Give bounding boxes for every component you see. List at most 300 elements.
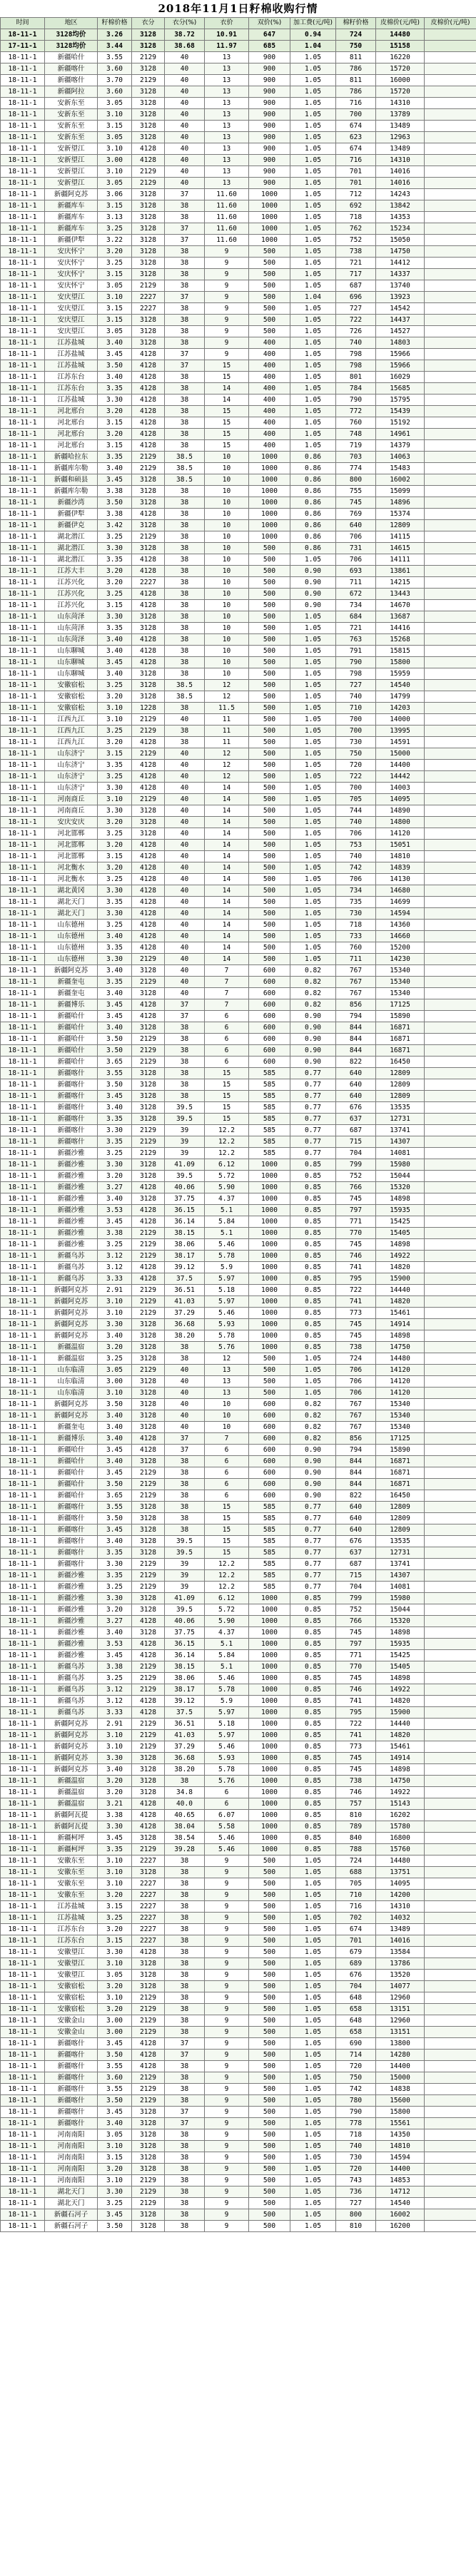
cell-lint-percent: 38 xyxy=(165,2152,205,2164)
cell-grade: 2129 xyxy=(132,2004,165,2015)
cell-seed-price: 3.20 xyxy=(98,566,132,577)
cell-seed-price: 3.50 xyxy=(98,1079,132,1091)
table-row xyxy=(1,1719,476,1730)
cell-date: 18-11-1 xyxy=(1,862,45,874)
cell-seed-price: 3.55 xyxy=(98,2084,132,2095)
cell-date: 18-11-1 xyxy=(1,714,45,726)
table-row xyxy=(1,1547,476,1559)
cell-processing-fee: 0.90 xyxy=(290,1045,336,1057)
cell-lint-price-2 xyxy=(425,383,476,394)
cell-clothing-price: 9 xyxy=(205,2084,249,2095)
cell-seed-price: 3.45 xyxy=(98,1011,132,1022)
cell-region: 新疆库尔勒 xyxy=(45,463,98,474)
table-row xyxy=(1,954,476,965)
cell-dual-price: 500 xyxy=(249,2084,290,2095)
cell-lint-price: 15044 xyxy=(376,1604,425,1616)
table-row xyxy=(1,1422,476,1433)
cell-clothing-price: 7 xyxy=(205,965,249,977)
cell-grade: 2129 xyxy=(132,1673,165,1684)
cell-dual-price: 1000 xyxy=(249,1821,290,1833)
cell-date: 18-11-1 xyxy=(1,86,45,98)
cell-region: 安新东至 xyxy=(45,109,98,121)
cell-dual-price: 1000 xyxy=(249,1719,290,1730)
cell-clothing-price: 9 xyxy=(205,1958,249,1970)
cell-dual-price: 585 xyxy=(249,1114,290,1125)
cell-cottonseed-price: 794 xyxy=(336,1011,376,1022)
cell-grade: 3128 xyxy=(132,1388,165,1399)
cell-grade: 3128 xyxy=(132,1171,165,1182)
cell-cottonseed-price: 727 xyxy=(336,680,376,691)
cell-region: 新疆沙雅 xyxy=(45,1182,98,1193)
cell-region: 新疆奎屯 xyxy=(45,1422,98,1433)
cell-region: 新疆喀什 xyxy=(45,2061,98,2072)
cell-grade: 3128 xyxy=(132,326,165,337)
cell-dual-price: 500 xyxy=(249,2015,290,2027)
cell-date: 18-11-1 xyxy=(1,1707,45,1719)
cell-lint-price: 14922 xyxy=(376,1684,425,1696)
cell-region: 新疆沙雅 xyxy=(45,1205,98,1216)
cell-lint-percent: 38.5 xyxy=(165,680,205,691)
cell-grade: 1228 xyxy=(132,703,165,714)
cell-clothing-price: 5.90 xyxy=(205,1182,249,1193)
cell-grade: 4128 xyxy=(132,360,165,372)
cell-date: 18-11-1 xyxy=(1,2061,45,2072)
cell-clothing-price: 6 xyxy=(205,1456,249,1467)
cell-processing-fee: 0.85 xyxy=(290,1696,336,1707)
cell-dual-price: 500 xyxy=(249,646,290,657)
table-row xyxy=(1,269,476,280)
cell-clothing-price: 15 xyxy=(205,1513,249,1524)
table-row xyxy=(1,1981,476,1992)
cell-date: 18-11-1 xyxy=(1,1410,45,1422)
cell-lint-percent: 38 xyxy=(165,2164,205,2175)
cell-dual-price: 500 xyxy=(249,657,290,668)
cell-dual-price: 500 xyxy=(249,326,290,337)
cell-processing-fee: 0.85 xyxy=(290,1639,336,1650)
cell-clothing-price: 6 xyxy=(205,1011,249,1022)
cell-lint-price: 15340 xyxy=(376,1422,425,1433)
cell-dual-price: 600 xyxy=(249,1399,290,1410)
cell-seed-price: 3.55 xyxy=(98,2061,132,2072)
cell-processing-fee: 1.05 xyxy=(290,200,336,212)
cell-processing-fee: 1.05 xyxy=(290,2084,336,2095)
cell-lint-price-2 xyxy=(425,2027,476,2038)
cell-lint-price-2 xyxy=(425,1136,476,1148)
cell-region: 山东菏泽 xyxy=(45,623,98,634)
cell-lint-price: 16450 xyxy=(376,1490,425,1502)
cell-lint-percent: 40 xyxy=(165,748,205,760)
cell-region: 新疆喀什 xyxy=(45,1125,98,1136)
cell-lint-price-2 xyxy=(425,1102,476,1114)
cell-seed-price: 3.10 xyxy=(98,166,132,178)
cell-lint-price-2 xyxy=(425,1776,476,1787)
table-row xyxy=(1,1011,476,1022)
table-row xyxy=(1,143,476,155)
cell-cottonseed-price: 718 xyxy=(336,212,376,223)
cell-date: 18-11-1 xyxy=(1,121,45,132)
header-grade: 衣分 xyxy=(132,18,165,29)
cell-seed-price: 3.15 xyxy=(98,269,132,280)
cell-region: 安徽宿松 xyxy=(45,691,98,703)
cell-lint-price-2 xyxy=(425,29,476,41)
cell-clothing-price: 6 xyxy=(205,1445,249,1456)
cell-date: 18-11-1 xyxy=(1,178,45,189)
cell-date: 18-11-1 xyxy=(1,2175,45,2186)
cell-clothing-price: 13 xyxy=(205,1388,249,1399)
cell-clothing-price: 13 xyxy=(205,132,249,143)
cell-lint-price-2 xyxy=(425,178,476,189)
cell-lint-percent: 38 xyxy=(165,2209,205,2221)
cell-region: 河北邢台 xyxy=(45,406,98,417)
cell-dual-price: 600 xyxy=(249,1445,290,1456)
cell-processing-fee: 1.05 xyxy=(290,121,336,132)
cell-lint-price: 16220 xyxy=(376,52,425,63)
cell-lint-price-2 xyxy=(425,1547,476,1559)
cell-seed-price: 3.06 xyxy=(98,189,132,200)
cell-cottonseed-price: 822 xyxy=(336,1490,376,1502)
cell-lint-price-2 xyxy=(425,1764,476,1776)
cell-date: 18-11-1 xyxy=(1,760,45,771)
cell-cottonseed-price: 724 xyxy=(336,1353,376,1365)
cell-lint-percent: 37 xyxy=(165,235,205,246)
table-row xyxy=(1,611,476,623)
cell-seed-price: 3.10 xyxy=(98,109,132,121)
cell-grade: 2227 xyxy=(132,1913,165,1924)
cell-grade: 4128 xyxy=(132,920,165,931)
cell-lint-price: 15268 xyxy=(376,634,425,646)
cell-clothing-price: 13 xyxy=(205,98,249,109)
cell-processing-fee: 1.05 xyxy=(290,1388,336,1399)
cell-date: 18-11-1 xyxy=(1,611,45,623)
cell-date: 18-11-1 xyxy=(1,1273,45,1285)
cell-region: 新疆柯坪 xyxy=(45,1833,98,1844)
cell-date: 18-11-1 xyxy=(1,623,45,634)
table-row xyxy=(1,1125,476,1136)
cell-date: 18-11-1 xyxy=(1,680,45,691)
table-row xyxy=(1,2072,476,2084)
cell-lint-percent: 40 xyxy=(165,1410,205,1422)
cell-seed-price: 3.40 xyxy=(98,1102,132,1114)
table-row xyxy=(1,691,476,703)
cell-processing-fee: 1.05 xyxy=(290,1992,336,2004)
table-row xyxy=(1,1216,476,1228)
cell-region: 安新望江 xyxy=(45,143,98,155)
cell-lint-price: 15780 xyxy=(376,1821,425,1833)
cell-lint-price: 16200 xyxy=(376,2221,425,2232)
cell-lint-price-2 xyxy=(425,1719,476,1730)
cell-region: 湖北天门 xyxy=(45,2198,98,2209)
cell-clothing-price: 14 xyxy=(205,931,249,942)
table-row xyxy=(1,920,476,931)
cell-lint-price: 13861 xyxy=(376,566,425,577)
cell-region: 湖北潜江 xyxy=(45,554,98,566)
cell-date: 18-11-1 xyxy=(1,1570,45,1582)
cell-clothing-price: 6 xyxy=(205,1022,249,1034)
table-row xyxy=(1,372,476,383)
cell-lint-price-2 xyxy=(425,155,476,166)
cell-clothing-price: 7 xyxy=(205,1433,249,1445)
cell-dual-price: 1000 xyxy=(249,1787,290,1798)
cell-lint-price-2 xyxy=(425,1844,476,1855)
cell-processing-fee: 1.05 xyxy=(290,931,336,942)
cell-lint-price: 13443 xyxy=(376,589,425,600)
cell-region: 新疆阿克苏 xyxy=(45,1296,98,1308)
cell-processing-fee: 1.05 xyxy=(290,954,336,965)
cell-cottonseed-price: 770 xyxy=(336,1228,376,1239)
cell-processing-fee: 0.85 xyxy=(290,1251,336,1262)
cell-lint-price: 14594 xyxy=(376,2152,425,2164)
cell-clothing-price: 6.07 xyxy=(205,1810,249,1821)
cell-seed-price: 3.30 xyxy=(98,954,132,965)
cell-grade: 4128 xyxy=(132,1616,165,1627)
cell-seed-price: 3.15 xyxy=(98,200,132,212)
cell-lint-percent: 40 xyxy=(165,52,205,63)
cell-cottonseed-price: 734 xyxy=(336,885,376,897)
table-row xyxy=(1,1114,476,1125)
cell-lint-percent: 38 xyxy=(165,1034,205,1045)
cell-seed-price: 3.25 xyxy=(98,1673,132,1684)
table-row xyxy=(1,1673,476,1684)
cell-region: 新疆沙雅 xyxy=(45,1239,98,1251)
cell-cottonseed-price: 724 xyxy=(336,1855,376,1867)
cell-region: 新疆奎屯 xyxy=(45,977,98,988)
cell-lint-price-2 xyxy=(425,1696,476,1707)
cell-processing-fee: 1.05 xyxy=(290,1365,336,1376)
cell-lint-percent: 39.5 xyxy=(165,1536,205,1547)
cell-cottonseed-price: 760 xyxy=(336,417,376,429)
cell-clothing-price: 9 xyxy=(205,292,249,303)
cell-clothing-price: 5.93 xyxy=(205,1319,249,1330)
table-row xyxy=(1,98,476,109)
cell-lint-price: 15320 xyxy=(376,1616,425,1627)
cell-cottonseed-price: 773 xyxy=(336,1308,376,1319)
cell-processing-fee: 1.05 xyxy=(290,703,336,714)
cell-date: 18-11-1 xyxy=(1,646,45,657)
cell-seed-price: 3.25 xyxy=(98,531,132,543)
cell-processing-fee: 1.05 xyxy=(290,874,336,885)
cell-grade: 3128 xyxy=(132,86,165,98)
cell-dual-price: 585 xyxy=(249,1102,290,1114)
cell-clothing-price: 15 xyxy=(205,440,249,452)
cell-dual-price: 1000 xyxy=(249,200,290,212)
cell-region: 安徽宿松 xyxy=(45,703,98,714)
cell-dual-price: 400 xyxy=(249,406,290,417)
cell-date: 18-11-1 xyxy=(1,942,45,954)
table-row xyxy=(1,1707,476,1719)
cell-cottonseed-price: 721 xyxy=(336,258,376,269)
table-row xyxy=(1,1171,476,1182)
cell-grade: 2129 xyxy=(132,726,165,737)
cell-dual-price: 500 xyxy=(249,1878,290,1890)
cell-lint-percent: 36.14 xyxy=(165,1650,205,1661)
cell-region: 河南南阳 xyxy=(45,2152,98,2164)
cell-lint-price: 13751 xyxy=(376,1867,425,1878)
cell-cottonseed-price: 718 xyxy=(336,920,376,931)
table-row xyxy=(1,2095,476,2107)
cell-processing-fee: 1.05 xyxy=(290,2072,336,2084)
cell-grade: 2227 xyxy=(132,1935,165,1947)
cell-cottonseed-price: 706 xyxy=(336,531,376,543)
table-row xyxy=(1,851,476,862)
cell-seed-price: 3.35 xyxy=(98,623,132,634)
cell-region: 安徽望江 xyxy=(45,1958,98,1970)
cell-grade: 4128 xyxy=(132,897,165,908)
cell-cottonseed-price: 745 xyxy=(336,1330,376,1342)
cell-seed-price: 3.26 xyxy=(98,29,132,41)
cell-region: 新疆温宿 xyxy=(45,1342,98,1353)
cell-processing-fee: 0.77 xyxy=(290,1068,336,1079)
cell-seed-price: 3.65 xyxy=(98,1057,132,1068)
cell-lint-price-2 xyxy=(425,1239,476,1251)
cell-clothing-price: 9 xyxy=(205,2209,249,2221)
cell-lint-price-2 xyxy=(425,600,476,611)
cell-lint-price-2 xyxy=(425,2004,476,2015)
cell-clothing-price: 9 xyxy=(205,2175,249,2186)
cell-lint-price: 14820 xyxy=(376,1730,425,1741)
cell-grade: 4128 xyxy=(132,2061,165,2072)
cell-processing-fee: 0.90 xyxy=(290,1467,336,1479)
cell-date: 18-11-1 xyxy=(1,874,45,885)
cell-lint-price-2 xyxy=(425,1513,476,1524)
cell-region: 新疆沙雅 xyxy=(45,1570,98,1582)
cell-processing-fee: 1.05 xyxy=(290,98,336,109)
cell-seed-price: 2.91 xyxy=(98,1719,132,1730)
cell-lint-price: 14400 xyxy=(376,2061,425,2072)
cell-clothing-price: 5.1 xyxy=(205,1205,249,1216)
cell-date: 18-11-1 xyxy=(1,634,45,646)
cell-seed-price: 3.40 xyxy=(98,1536,132,1547)
cell-seed-price: 3.40 xyxy=(98,463,132,474)
cell-region: 新疆喀什 xyxy=(45,2072,98,2084)
cell-lint-percent: 40 xyxy=(165,771,205,783)
cell-lint-percent: 36.68 xyxy=(165,1319,205,1330)
table-header xyxy=(1,18,476,29)
cell-date: 18-11-1 xyxy=(1,1604,45,1616)
cell-cottonseed-price: 715 xyxy=(336,1570,376,1582)
cell-dual-price: 500 xyxy=(249,1992,290,2004)
cell-clothing-price: 9 xyxy=(205,326,249,337)
cell-processing-fee: 1.05 xyxy=(290,1958,336,1970)
cell-lint-price: 14307 xyxy=(376,1136,425,1148)
cell-seed-price: 3.10 xyxy=(98,1388,132,1399)
cell-lint-price: 14442 xyxy=(376,771,425,783)
cell-clothing-price: 14 xyxy=(205,783,249,794)
cell-dual-price: 500 xyxy=(249,2152,290,2164)
cell-date: 18-11-1 xyxy=(1,1262,45,1273)
table-row xyxy=(1,1045,476,1057)
cell-date: 18-11-1 xyxy=(1,200,45,212)
cell-grade: 4128 xyxy=(132,1433,165,1445)
cell-region: 新疆喀什 xyxy=(45,1536,98,1547)
cell-clothing-price: 9 xyxy=(205,2129,249,2141)
cell-lint-price-2 xyxy=(425,1970,476,1981)
cell-region: 新疆石河子 xyxy=(45,2209,98,2221)
cell-processing-fee: 0.77 xyxy=(290,1148,336,1159)
table-row xyxy=(1,1091,476,1102)
cell-clothing-price: 15 xyxy=(205,1114,249,1125)
cell-lint-percent: 39.5 xyxy=(165,1114,205,1125)
cell-dual-price: 500 xyxy=(249,840,290,851)
cell-lint-price: 15720 xyxy=(376,86,425,98)
cell-lint-percent: 40 xyxy=(165,98,205,109)
cell-lint-price-2 xyxy=(425,1867,476,1878)
cell-lint-percent: 38.5 xyxy=(165,691,205,703)
cell-seed-price: 3.05 xyxy=(98,280,132,292)
cell-region: 新疆奎屯 xyxy=(45,988,98,999)
cell-processing-fee: 1.05 xyxy=(290,737,336,748)
table-row xyxy=(1,1764,476,1776)
cell-lint-price: 15099 xyxy=(376,486,425,497)
cell-processing-fee: 1.05 xyxy=(290,2141,336,2152)
cell-grade: 3128 xyxy=(132,1456,165,1467)
cell-region: 新疆乌苏 xyxy=(45,1251,98,1262)
cell-processing-fee: 1.05 xyxy=(290,212,336,223)
cell-dual-price: 585 xyxy=(249,1524,290,1536)
cell-cottonseed-price: 717 xyxy=(336,269,376,280)
cell-lint-percent: 39.5 xyxy=(165,1547,205,1559)
cell-region: 河北邢台 xyxy=(45,440,98,452)
cell-seed-price: 3.30 xyxy=(98,394,132,406)
cell-clothing-price: 10 xyxy=(205,509,249,520)
cell-lint-percent: 40 xyxy=(165,920,205,931)
page-title: 2018年11月1日籽棉收购行情 xyxy=(0,0,476,17)
cell-region: 新疆博乐 xyxy=(45,999,98,1011)
cell-processing-fee: 1.05 xyxy=(290,1947,336,1958)
cell-seed-price: 3.35 xyxy=(98,452,132,463)
cell-dual-price: 1000 xyxy=(249,452,290,463)
cell-lint-price: 15234 xyxy=(376,223,425,235)
cell-dual-price: 1000 xyxy=(249,1604,290,1616)
cell-grade: 2129 xyxy=(132,1308,165,1319)
cell-lint-price: 13842 xyxy=(376,200,425,212)
cell-seed-price: 3.20 xyxy=(98,2004,132,2015)
cell-lint-percent: 38.04 xyxy=(165,1821,205,1833)
cell-clothing-price: 9 xyxy=(205,2107,249,2118)
cell-grade: 2129 xyxy=(132,748,165,760)
cell-grade: 4128 xyxy=(132,908,165,920)
table-row xyxy=(1,1890,476,1901)
cell-processing-fee: 1.05 xyxy=(290,920,336,931)
cell-grade: 3128 xyxy=(132,1091,165,1102)
cell-lint-percent: 38 xyxy=(165,429,205,440)
table-row xyxy=(1,1810,476,1821)
cell-dual-price: 500 xyxy=(249,726,290,737)
cell-lint-price-2 xyxy=(425,589,476,600)
cell-seed-price: 3.20 xyxy=(98,737,132,748)
cell-lint-price-2 xyxy=(425,452,476,463)
cell-processing-fee: 0.85 xyxy=(290,1171,336,1182)
cell-cottonseed-price: 705 xyxy=(336,794,376,805)
cell-lint-price: 14095 xyxy=(376,794,425,805)
cell-date: 18-11-1 xyxy=(1,1502,45,1513)
cell-lint-percent: 38 xyxy=(165,315,205,326)
table-row xyxy=(1,577,476,589)
cell-cottonseed-price: 710 xyxy=(336,1890,376,1901)
cell-grade: 3128 xyxy=(132,1867,165,1878)
cell-lint-price-2 xyxy=(425,143,476,155)
cell-date: 18-11-1 xyxy=(1,1228,45,1239)
cell-lint-percent: 38 xyxy=(165,406,205,417)
cell-seed-price: 3.53 xyxy=(98,1639,132,1650)
cell-grade: 2129 xyxy=(132,2072,165,2084)
cell-lint-percent: 38.15 xyxy=(165,1661,205,1673)
cell-lint-price: 14922 xyxy=(376,1787,425,1798)
cell-date: 18-11-1 xyxy=(1,349,45,360)
cell-grade: 4128 xyxy=(132,509,165,520)
cell-processing-fee: 1.05 xyxy=(290,840,336,851)
cell-lint-percent: 38 xyxy=(165,2186,205,2198)
cell-dual-price: 500 xyxy=(249,828,290,840)
